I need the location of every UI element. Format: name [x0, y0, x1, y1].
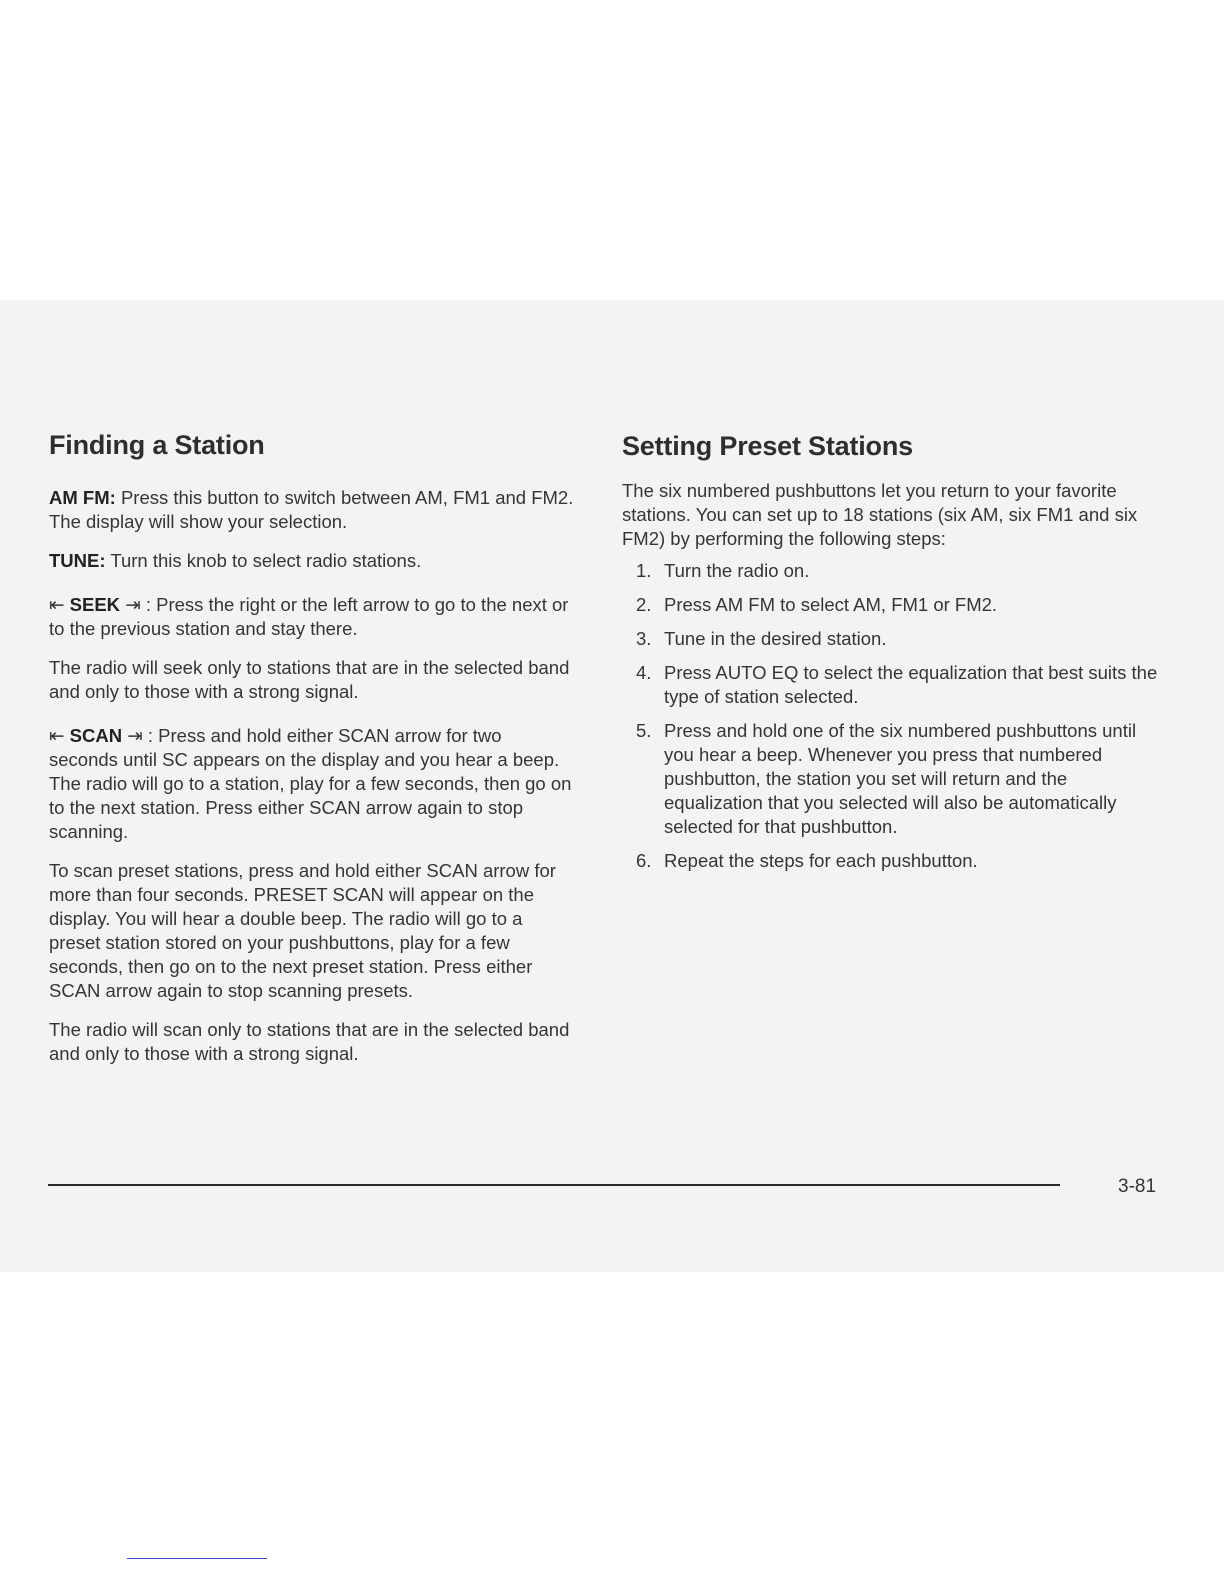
scan-note: The radio will scan only to stations that are in the selected band and only to those with a strong signal. — [49, 1019, 570, 1064]
step-number: 3. — [636, 628, 652, 649]
scan-right-arrow-icon: ⇥ — [127, 725, 143, 746]
list-item — [622, 627, 1162, 651]
list-item — [622, 559, 1162, 583]
list-item — [622, 849, 1162, 873]
list-item — [622, 719, 1162, 839]
amfm-paragraph — [49, 486, 574, 534]
seek-note: The radio will seek only to stations that are in the selected band and only to those with a strong signal. — [49, 657, 570, 702]
tune-text: Turn this knob to select radio stations. — [110, 550, 422, 571]
scan-label: SCAN — [69, 725, 123, 746]
step-number: 2. — [636, 594, 652, 615]
step-number: 4. — [636, 662, 652, 683]
page-number: 3-81 — [1118, 1176, 1157, 1197]
seek-left-arrow-icon: ⇤ — [49, 594, 65, 615]
finding-station-heading: Finding a Station — [49, 430, 265, 460]
seek-text: Press the right or the left arrow to go to the next or to the previous station and stay there. — [49, 594, 569, 639]
step-text: Turn the radio on. — [664, 560, 810, 581]
bottom-link-underline[interactable] — [127, 1558, 267, 1559]
tune-label: TUNE: — [49, 550, 106, 571]
step-number: 5. — [636, 720, 652, 741]
preset-intro: The six numbered pushbuttons let you return to your favorite stations. You can set up to 18 stations (six AM, six FM1 and six FM2) by performing the following steps: — [622, 480, 1138, 549]
step-text: Tune in the desired station. — [664, 628, 887, 649]
right-column — [622, 431, 1162, 883]
step-number: 6. — [636, 850, 652, 871]
list-item — [622, 593, 1162, 617]
step-text: Press and hold one of the six numbered pushbuttons until you hear a beep. Whenever you press that numbered pushbutton, the station you set will return and the equalization that you selected will also be automatically selected for that pushbutton. — [664, 720, 1137, 837]
amfm-label: AM FM: — [49, 487, 116, 508]
scan-text: Press and hold either SCAN arrow for two seconds until SC appears on the display and you hear a beep. The radio will go to a station, play for a few seconds, then go on to the next station. Press either SCAN arrow again to stop scanning. — [49, 725, 572, 842]
scan-paragraph — [49, 724, 574, 844]
seek-right-arrow-icon: ⇥ — [125, 594, 141, 615]
seek-colon: : — [145, 594, 151, 615]
amfm-text: Press this button to switch between AM, FM1 and FM2. The display will show your selection. — [49, 487, 574, 532]
preset-steps-list — [622, 559, 1162, 873]
seek-label: SEEK — [69, 594, 121, 615]
list-item — [622, 661, 1162, 709]
left-column — [49, 430, 574, 1081]
seek-paragraph — [49, 593, 574, 641]
step-text: Repeat the steps for each pushbutton. — [664, 850, 978, 871]
setting-preset-heading: Setting Preset Stations — [622, 431, 913, 461]
scan-left-arrow-icon: ⇤ — [49, 725, 65, 746]
tune-paragraph — [49, 549, 574, 573]
scan-colon: : — [147, 725, 154, 746]
step-text: Press AM FM to select AM, FM1 or FM2. — [664, 594, 998, 615]
step-text: Press AUTO EQ to select the equalization that best suits the type of station selected. — [664, 662, 1158, 707]
step-number: 1. — [636, 560, 652, 581]
footer-rule — [48, 1184, 1060, 1186]
preset-scan-paragraph: To scan preset stations, press and hold either SCAN arrow for more than four seconds. PRESET SCAN will appear on the display. You will hear a double beep. The radio will go to a preset station stored on your pushbuttons, play for a few seconds, then go on to the next preset station. Press either SCAN arrow again to stop scanning presets. — [49, 860, 556, 1001]
